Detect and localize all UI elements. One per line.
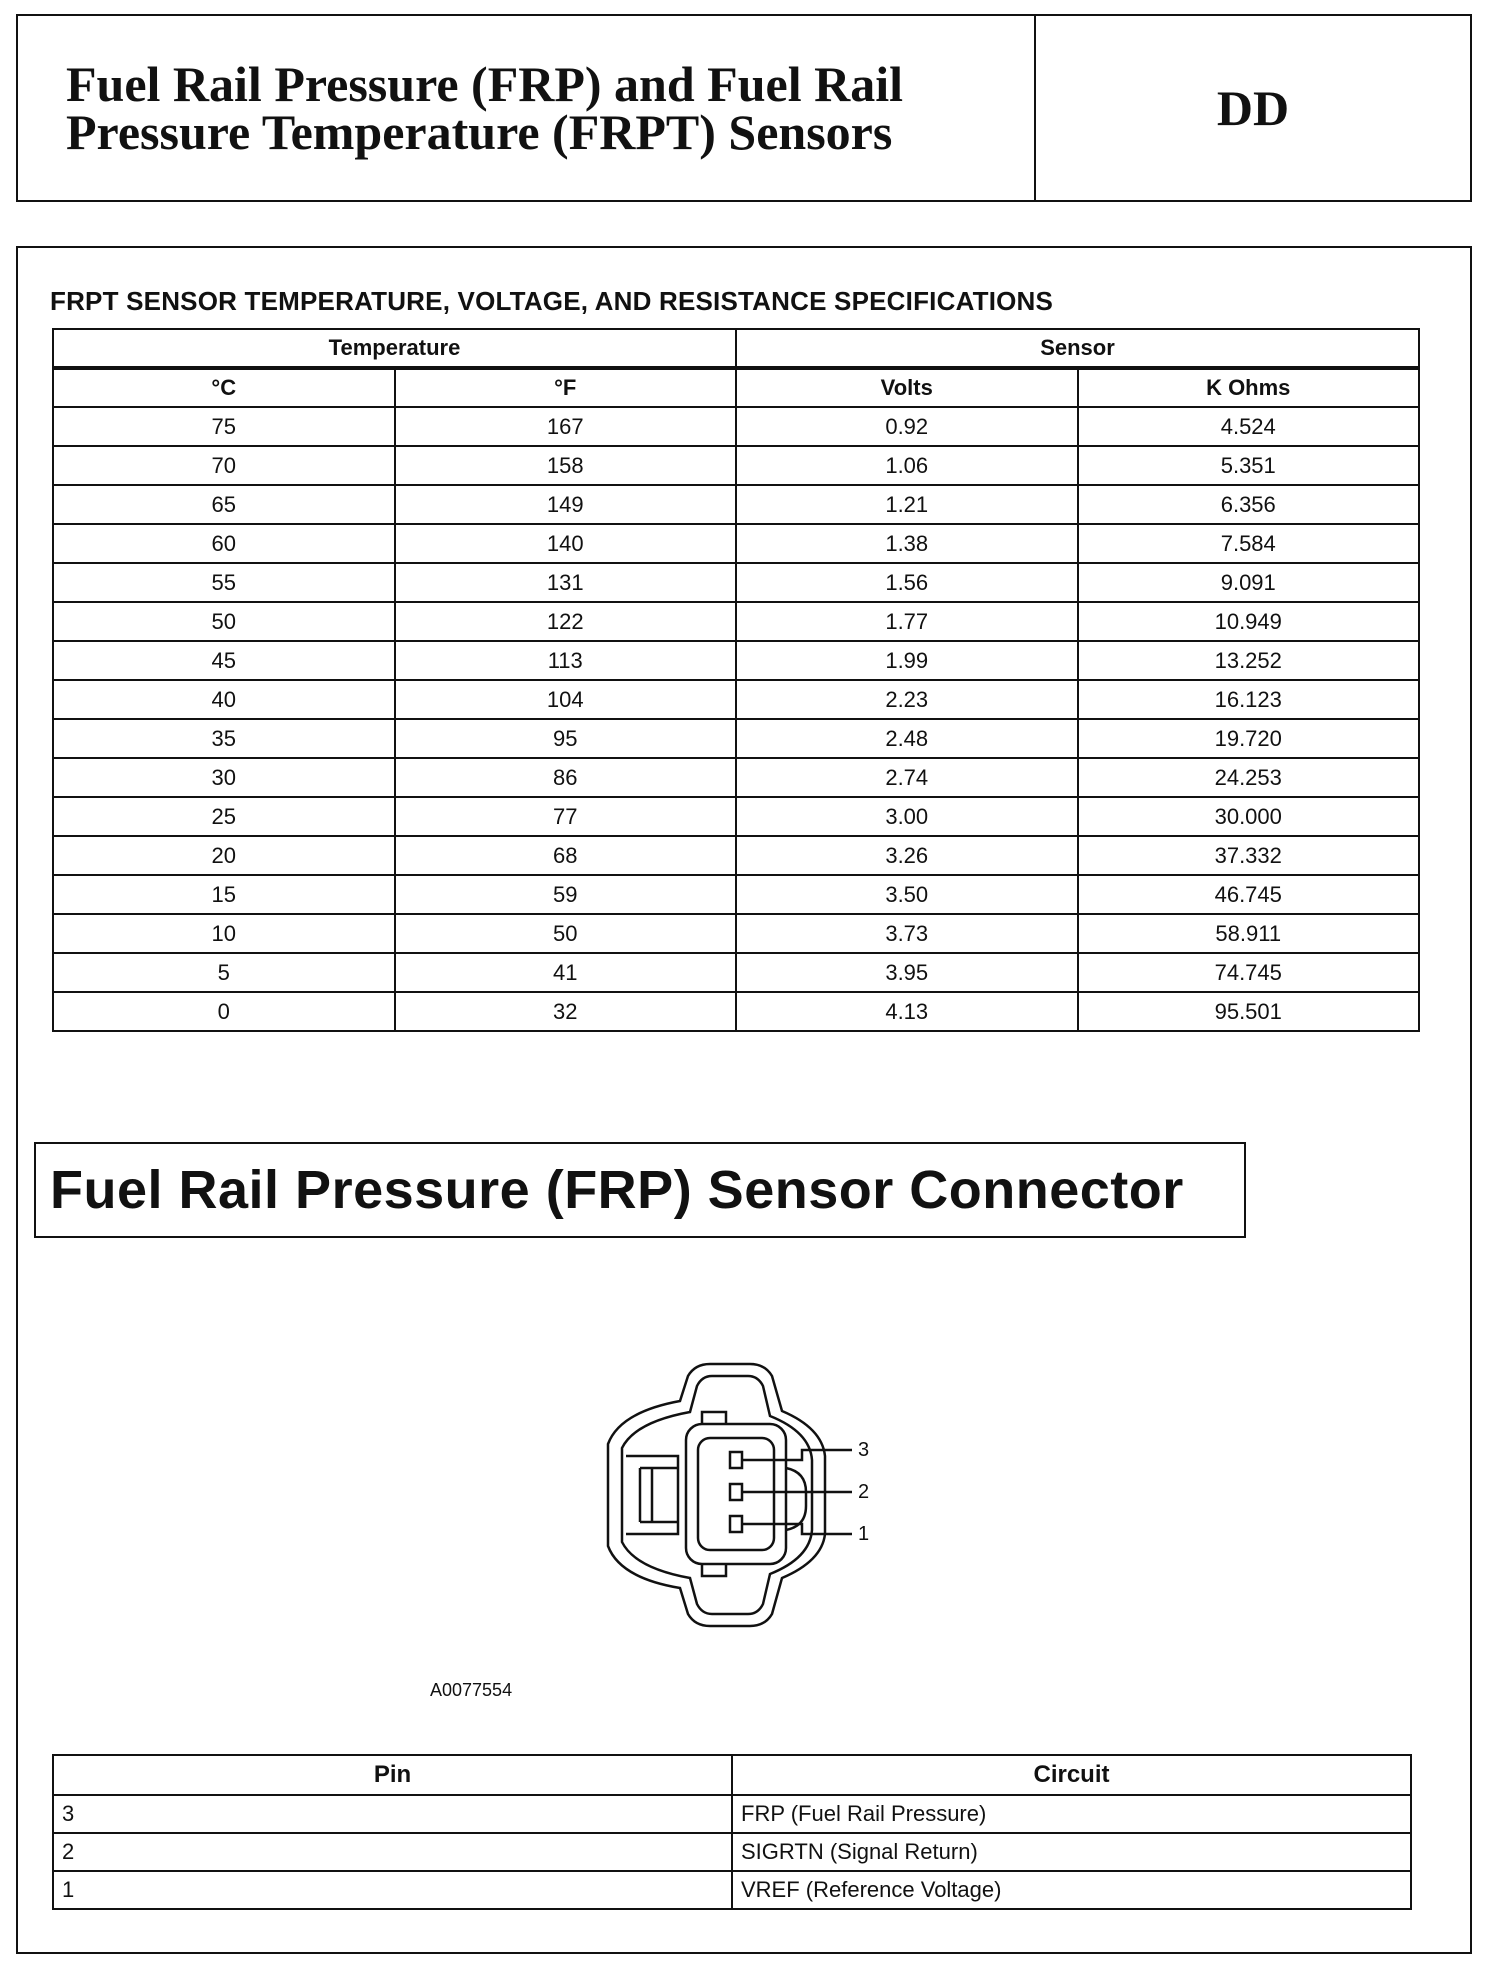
connector-title-box <box>34 1142 1246 1238</box>
cell-volts: 3.26 <box>736 836 1078 875</box>
pin-housing-outer <box>686 1424 786 1564</box>
pin-2-terminal <box>730 1484 742 1500</box>
header-title-cell <box>18 16 1036 200</box>
cell-pin: 1 <box>53 1871 732 1909</box>
specs-heading: FRPT SENSOR TEMPERATURE, VOLTAGE, AND RESISTANCE SPECIFICATIONS <box>50 286 1054 316</box>
cell-celsius: 50 <box>53 602 395 641</box>
cell-celsius: 5 <box>53 953 395 992</box>
table-row <box>53 875 1419 914</box>
table-row <box>53 1833 1411 1871</box>
cell-fahrenheit: 122 <box>395 602 737 641</box>
cell-volts: 1.77 <box>736 602 1078 641</box>
cell-celsius: 55 <box>53 563 395 602</box>
spec-table <box>52 328 1420 1032</box>
connector-title: Fuel Rail Pressure (FRP) Sensor Connector <box>50 1160 1184 1220</box>
table-row <box>53 524 1419 563</box>
table-row <box>53 407 1419 446</box>
cell-fahrenheit: 113 <box>395 641 737 680</box>
col-header-circuit: Circuit <box>732 1755 1411 1795</box>
cell-kohms: 16.123 <box>1078 680 1420 719</box>
cell-circuit: SIGRTN (Signal Return) <box>732 1833 1411 1871</box>
cell-pin: 3 <box>53 1795 732 1833</box>
cell-kohms: 19.720 <box>1078 719 1420 758</box>
cell-celsius: 10 <box>53 914 395 953</box>
cell-celsius: 60 <box>53 524 395 563</box>
cell-fahrenheit: 167 <box>395 407 737 446</box>
cell-fahrenheit: 50 <box>395 914 737 953</box>
connector-diagram <box>600 1356 880 1636</box>
connector-key-bottom <box>702 1564 726 1576</box>
table-row <box>53 836 1419 875</box>
cell-volts: 2.74 <box>736 758 1078 797</box>
cell-volts: 1.99 <box>736 641 1078 680</box>
cell-fahrenheit: 104 <box>395 680 737 719</box>
col-header-pin: Pin <box>53 1755 732 1795</box>
page-title <box>66 56 903 160</box>
cell-fahrenheit: 95 <box>395 719 737 758</box>
cell-volts: 1.06 <box>736 446 1078 485</box>
cell-kohms: 74.745 <box>1078 953 1420 992</box>
col-header-volts: Volts <box>736 368 1078 407</box>
table-row <box>53 680 1419 719</box>
cell-celsius: 20 <box>53 836 395 875</box>
cell-fahrenheit: 158 <box>395 446 737 485</box>
cell-kohms: 58.911 <box>1078 914 1420 953</box>
group-header-temperature: Temperature <box>53 329 736 368</box>
cell-fahrenheit: 32 <box>395 992 737 1031</box>
cell-celsius: 15 <box>53 875 395 914</box>
table-row <box>53 914 1419 953</box>
cell-kohms: 9.091 <box>1078 563 1420 602</box>
cell-volts: 3.50 <box>736 875 1078 914</box>
spec-table-body <box>53 407 1419 1031</box>
cell-fahrenheit: 131 <box>395 563 737 602</box>
cell-kohms: 95.501 <box>1078 992 1420 1031</box>
table-row <box>53 446 1419 485</box>
table-row <box>53 797 1419 836</box>
pin-label-1: 1 <box>858 1523 870 1545</box>
cell-volts: 2.23 <box>736 680 1078 719</box>
connector-latch-inner <box>640 1468 678 1522</box>
cell-fahrenheit: 149 <box>395 485 737 524</box>
title-line-2: Pressure Temperature (FRPT) Sensors <box>66 104 893 160</box>
cell-celsius: 40 <box>53 680 395 719</box>
cell-kohms: 24.253 <box>1078 758 1420 797</box>
cell-celsius: 25 <box>53 797 395 836</box>
cell-pin: 2 <box>53 1833 732 1871</box>
cell-kohms: 5.351 <box>1078 446 1420 485</box>
col-header-fahrenheit: °F <box>395 368 737 407</box>
table-row <box>53 641 1419 680</box>
pin-table <box>52 1754 1412 1910</box>
group-header-sensor: Sensor <box>736 329 1419 368</box>
spec-group-header-row <box>53 329 1419 368</box>
cell-kohms: 10.949 <box>1078 602 1420 641</box>
cell-fahrenheit: 41 <box>395 953 737 992</box>
table-row <box>53 602 1419 641</box>
cell-fahrenheit: 86 <box>395 758 737 797</box>
pin-3-leader <box>742 1450 852 1460</box>
cell-celsius: 45 <box>53 641 395 680</box>
section-code: DD <box>1216 80 1290 136</box>
cell-kohms: 46.745 <box>1078 875 1420 914</box>
cell-volts: 1.38 <box>736 524 1078 563</box>
pin-1-terminal <box>730 1516 742 1532</box>
cell-volts: 0.92 <box>736 407 1078 446</box>
cell-volts: 2.48 <box>736 719 1078 758</box>
cell-circuit: VREF (Reference Voltage) <box>732 1871 1411 1909</box>
connector-key-top <box>702 1412 726 1424</box>
cell-kohms: 6.356 <box>1078 485 1420 524</box>
cell-volts: 1.21 <box>736 485 1078 524</box>
cell-kohms: 7.584 <box>1078 524 1420 563</box>
cell-celsius: 65 <box>53 485 395 524</box>
cell-kohms: 4.524 <box>1078 407 1420 446</box>
pin-table-body <box>53 1795 1411 1909</box>
cell-fahrenheit: 140 <box>395 524 737 563</box>
page-header <box>16 14 1472 202</box>
table-row <box>53 485 1419 524</box>
cell-volts: 3.95 <box>736 953 1078 992</box>
table-row <box>53 758 1419 797</box>
pin-table-header-row <box>53 1755 1411 1795</box>
cell-fahrenheit: 77 <box>395 797 737 836</box>
housing-side-tab <box>786 1468 806 1530</box>
cell-volts: 4.13 <box>736 992 1078 1031</box>
cell-kohms: 30.000 <box>1078 797 1420 836</box>
cell-volts: 3.00 <box>736 797 1078 836</box>
cell-fahrenheit: 59 <box>395 875 737 914</box>
cell-circuit: FRP (Fuel Rail Pressure) <box>732 1795 1411 1833</box>
cell-celsius: 30 <box>53 758 395 797</box>
col-header-celsius: °C <box>53 368 395 407</box>
table-row <box>53 1871 1411 1909</box>
pin-label-2: 2 <box>858 1481 870 1503</box>
table-row <box>53 719 1419 758</box>
table-row <box>53 563 1419 602</box>
figure-id: A0077554 <box>430 1680 513 1700</box>
cell-celsius: 75 <box>53 407 395 446</box>
cell-volts: 3.73 <box>736 914 1078 953</box>
col-header-kohms: K Ohms <box>1078 368 1420 407</box>
cell-kohms: 37.332 <box>1078 836 1420 875</box>
cell-volts: 1.56 <box>736 563 1078 602</box>
cell-kohms: 13.252 <box>1078 641 1420 680</box>
pin-3-terminal <box>730 1452 742 1468</box>
pin-label-3: 3 <box>858 1439 870 1461</box>
title-line-1: Fuel Rail Pressure (FRP) and Fuel Rail <box>66 56 903 112</box>
cell-celsius: 70 <box>53 446 395 485</box>
cell-celsius: 35 <box>53 719 395 758</box>
cell-fahrenheit: 68 <box>395 836 737 875</box>
table-row <box>53 992 1419 1031</box>
table-row <box>53 1795 1411 1833</box>
spec-column-header-row <box>53 368 1419 407</box>
table-row <box>53 953 1419 992</box>
cell-celsius: 0 <box>53 992 395 1031</box>
